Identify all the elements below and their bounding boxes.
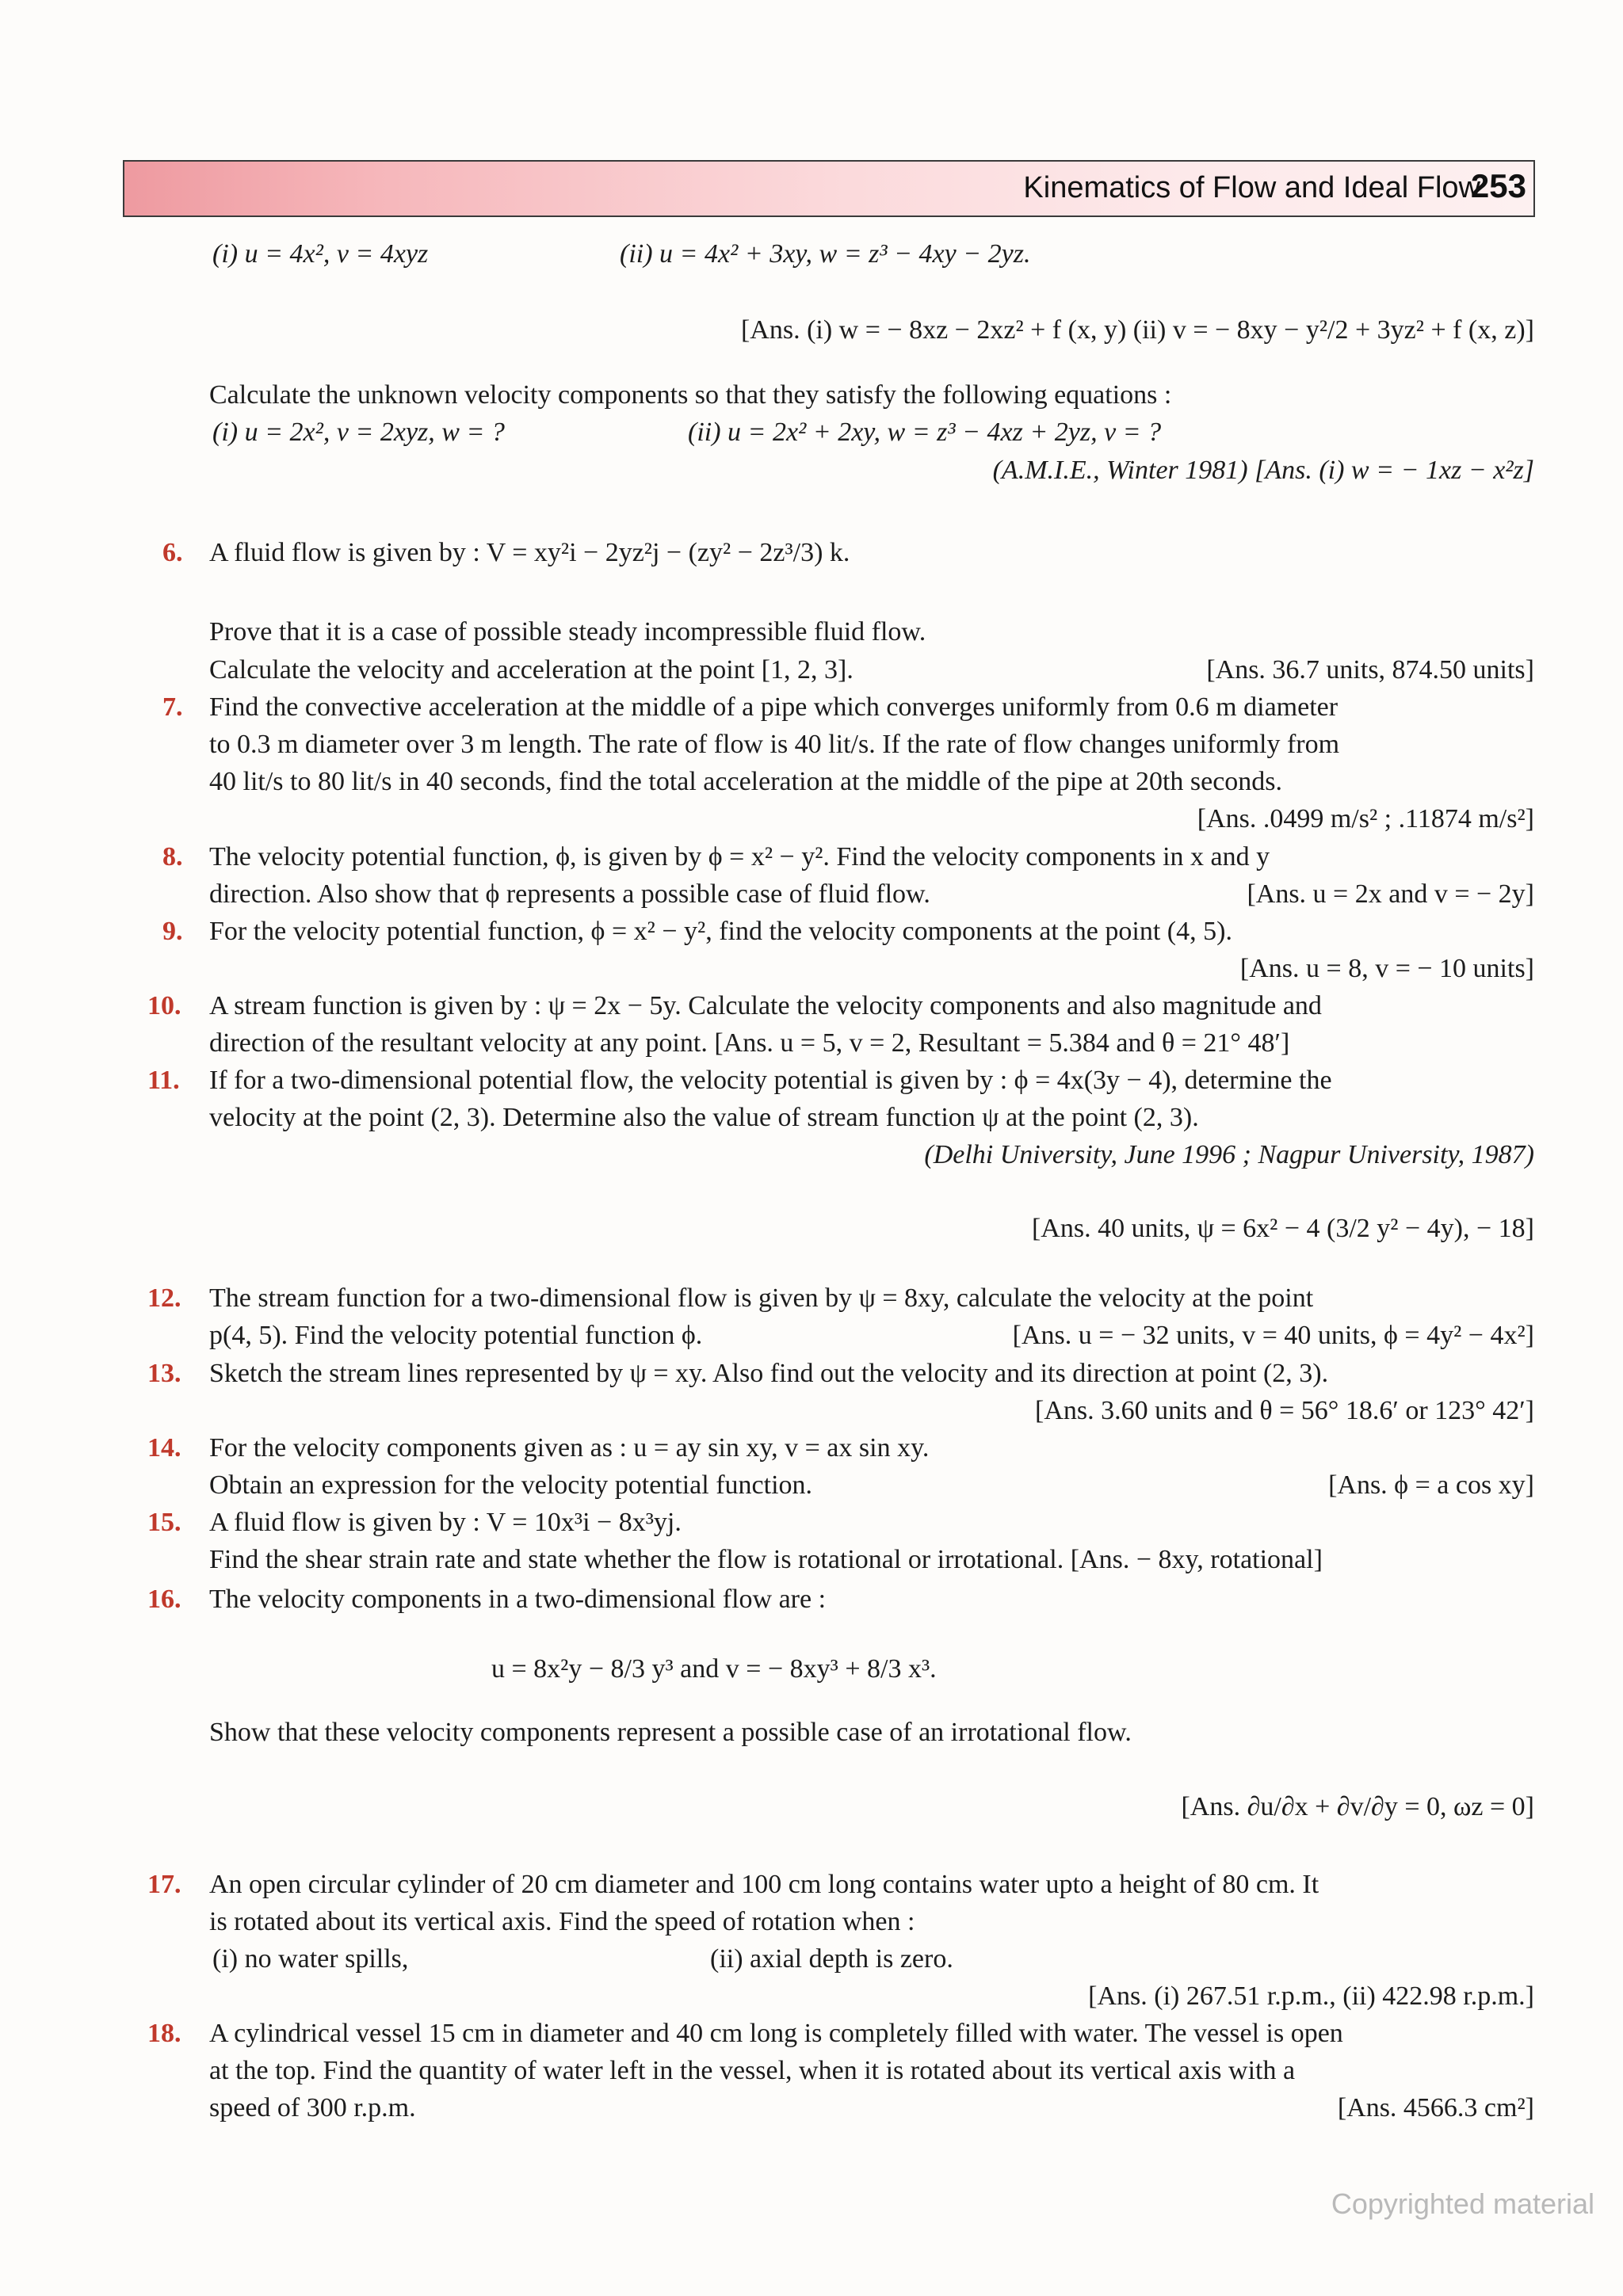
text-line: If for a two-dimensional potential flow, the velocity potential is given by : ϕ = 4x(3y − 4), determine the <box>209 1066 1332 1095</box>
text-line: Calculate the velocity and acceleration at the point [1, 2, 3]. <box>209 655 854 685</box>
copyright-watermark: Copyrighted material <box>1331 2187 1594 2220</box>
question-number: 14. <box>147 1433 181 1463</box>
question-number: 11. <box>147 1066 180 1095</box>
answer-line: [Ans. 36.7 units, 874.50 units] <box>1206 655 1534 685</box>
text-line: is rotated about its vertical axis. Find the speed of rotation when : <box>209 1907 915 1936</box>
text-line: (i) no water spills, <box>212 1944 409 1974</box>
answer-line: [Ans. u = 2x and v = − 2y] <box>1247 879 1534 909</box>
answer-line: [Ans. u = − 32 units, v = 40 units, ϕ = 4y² − 4x²] <box>1012 1321 1534 1350</box>
question-number: 8. <box>162 842 183 871</box>
question-number: 7. <box>162 692 183 722</box>
text-line: Find the convective acceleration at the middle of a pipe which converges uniformly from 0.6 m diameter <box>209 692 1338 722</box>
text-line: A cylindrical vessel 15 cm in diameter and 40 cm long is completely filled with water. The vessel is open <box>209 2019 1343 2048</box>
answer-line: [Ans. .0499 m/s² ; .11874 m/s²] <box>1197 804 1534 833</box>
text-line: direction of the resultant velocity at any point. [Ans. u = 5, v = 2, Resultant = 5.384 and θ = 21° 48′] <box>209 1028 1290 1058</box>
answer-line: [Ans. 40 units, ψ = 6x² − 4 (3/2 y² − 4y), − 18] <box>1031 1214 1534 1243</box>
text-line: to 0.3 m diameter over 3 m length. The rate of flow is 40 lit/s. If the rate of flow changes uniformly from <box>209 730 1340 759</box>
text-line: (i) u = 4x², v = 4xyz <box>212 239 429 269</box>
text-line: (ii) axial depth is zero. <box>710 1944 953 1974</box>
text-line: 40 lit/s to 80 lit/s in 40 seconds, find the total acceleration at the middle of the pipe at 20th seconds. <box>209 767 1283 796</box>
text-line: Prove that it is a case of possible steady incompressible fluid flow. <box>209 617 926 646</box>
text-line: Show that these velocity components represent a possible case of an irrotational flow. <box>209 1718 1132 1747</box>
text-line: (ii) u = 4x² + 3xy, w = z³ − 4xy − 2yz. <box>620 239 1031 269</box>
text-line: p(4, 5). Find the velocity potential function ϕ. <box>209 1321 703 1350</box>
text-line: speed of 300 r.p.m. <box>209 2093 416 2122</box>
source-line: (A.M.I.E., Winter 1981) [Ans. (i) w = − 1xz − x²z] <box>992 456 1534 485</box>
answer-line: [Ans. (i) 267.51 r.p.m., (ii) 422.98 r.p.m.] <box>1088 1981 1534 2011</box>
text-line: A stream function is given by : ψ = 2x − 5y. Calculate the velocity components and also magnitude and <box>209 991 1322 1020</box>
page-number: 253 <box>1470 167 1526 204</box>
question-number: 18. <box>147 2019 181 2048</box>
text-line: For the velocity components given as : u = ay sin xy, v = ax sin xy. <box>209 1433 930 1463</box>
question-number: 17. <box>147 1870 181 1899</box>
question-number: 10. <box>147 991 181 1020</box>
text-line: The stream function for a two-dimensional flow is given by ψ = 8xy, calculate the velocity at the point <box>209 1283 1314 1313</box>
answer-line: [Ans. ∂u/∂x + ∂v/∂y = 0, ωz = 0] <box>1181 1792 1534 1821</box>
text-line: A fluid flow is given by : V = xy²i − 2yz²j − (zy² − 2z³/3) k. <box>209 538 850 567</box>
text-line: Find the shear strain rate and state whether the flow is rotational or irrotational. [Ans. − 8xy, rotational] <box>209 1545 1323 1574</box>
text-line: (ii) u = 2x² + 2xy, w = z³ − 4xz + 2yz, v = ? <box>688 418 1162 447</box>
answer-line: [Ans. ϕ = a cos xy] <box>1328 1470 1534 1500</box>
text-line: at the top. Find the quantity of water left in the vessel, when it is rotated about its vertical axis with a <box>209 2056 1296 2085</box>
text-line: The velocity potential function, ϕ, is given by ϕ = x² − y². Find the velocity components in x and y <box>209 842 1270 871</box>
question-number: 15. <box>147 1508 181 1537</box>
text-line: A fluid flow is given by : V = 10x³i − 8x³yj. <box>209 1508 682 1537</box>
text-line: Obtain an expression for the velocity potential function. <box>209 1470 813 1500</box>
question-number: 6. <box>162 538 183 567</box>
answer-line: [Ans. u = 8, v = − 10 units] <box>1239 954 1534 983</box>
text-line: velocity at the point (2, 3). Determine also the value of stream function ψ at the point (2, 3). <box>209 1103 1199 1132</box>
source-line: (Delhi University, June 1996 ; Nagpur University, 1987) <box>924 1140 1534 1169</box>
text-line: Calculate the unknown velocity components so that they satisfy the following equations : <box>209 380 1172 410</box>
question-number: 12. <box>147 1283 181 1313</box>
text-line: For the velocity potential function, ϕ = x² − y², find the velocity components at the point (4, 5). <box>209 917 1232 946</box>
running-title: Kinematics of Flow and Ideal Flow <box>1023 171 1480 204</box>
equation: u = 8x²y − 8/3 y³ and v = − 8xy³ + 8/3 x³. <box>491 1654 937 1684</box>
question-number: 16. <box>147 1585 181 1614</box>
text-line: Sketch the stream lines represented by ψ = xy. Also find out the velocity and its direction at point (2, 3). <box>209 1359 1329 1388</box>
answer-line: [Ans. 4566.3 cm²] <box>1337 2093 1534 2122</box>
text-line: An open circular cylinder of 20 cm diameter and 100 cm long contains water upto a height of 80 cm. It <box>209 1870 1319 1899</box>
text-line: (i) u = 2x², v = 2xyz, w = ? <box>212 418 505 447</box>
answer-line: [Ans. 3.60 units and θ = 56° 18.6′ or 123° 42′] <box>1035 1396 1534 1425</box>
text-line: The velocity components in a two-dimensional flow are : <box>209 1585 827 1614</box>
question-number: 13. <box>147 1359 181 1388</box>
text-line: direction. Also show that ϕ represents a possible case of fluid flow. <box>209 879 930 909</box>
answer-line: [Ans. (i) w = − 8xz − 2xz² + f (x, y) (ii) v = − 8xy − y²/2 + 3yz² + f (x, z)] <box>740 315 1534 345</box>
question-number: 9. <box>162 917 183 946</box>
